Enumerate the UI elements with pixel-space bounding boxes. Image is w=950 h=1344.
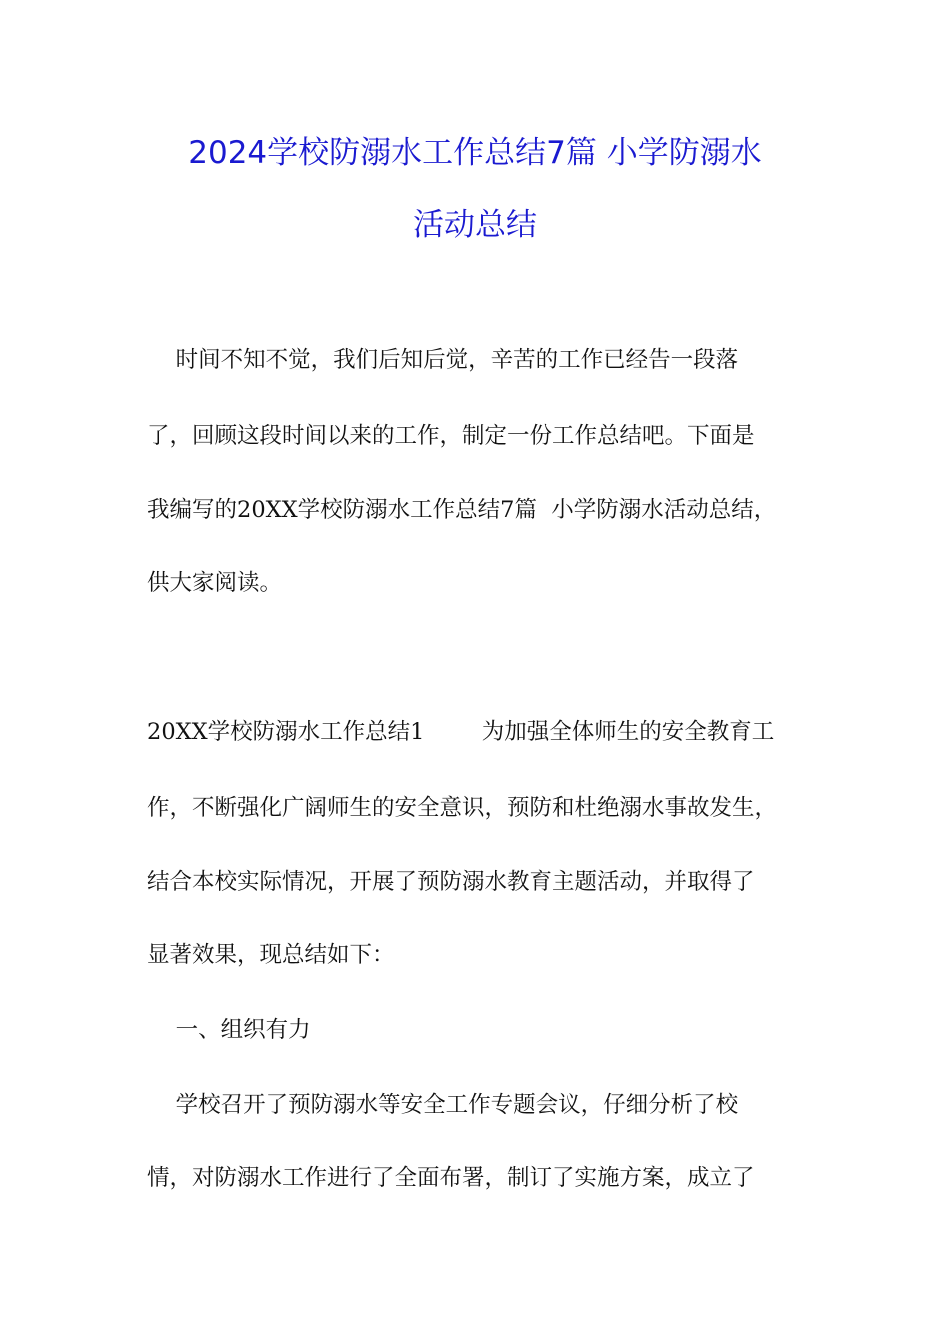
para2-line-1: 学校召开了预防溺水等安全工作专题会议，仔细分析了校 [147,1092,739,1118]
section1-line-1: 20XX学校防溺水工作总结1 为加强全体师生的安全教育工 [147,719,775,745]
document-title-line-1: 2024学校防溺水工作总结7篇 小学防溺水 [188,135,762,171]
heading-organization: 一、组织有力 [147,1017,311,1043]
para2-line-2: 情，对防溺水工作进行了全面布署，制订了实施方案，成立了 [147,1165,755,1191]
intro-line-3: 我编写的20XX学校防溺水工作总结7篇 小学防溺水活动总结， [147,497,777,523]
intro-line-1: 时间不知不觉，我们后知后觉，辛苦的工作已经告一段落 [147,347,739,373]
intro-line-2: 了，回顾这段时间以来的工作，制定一份工作总结吧。下面是 [147,423,755,449]
section1-line-2: 作，不断强化广阔师生的安全意识，预防和杜绝溺水事故发生， [147,795,778,821]
document-title-line-2: 活动总结 [413,207,537,243]
section1-line-4: 显著效果，现总结如下： [147,942,395,968]
intro-line-4: 供大家阅读。 [147,570,283,596]
section1-line-3: 结合本校实际情况，开展了预防溺水教育主题活动，并取得了 [147,869,755,895]
